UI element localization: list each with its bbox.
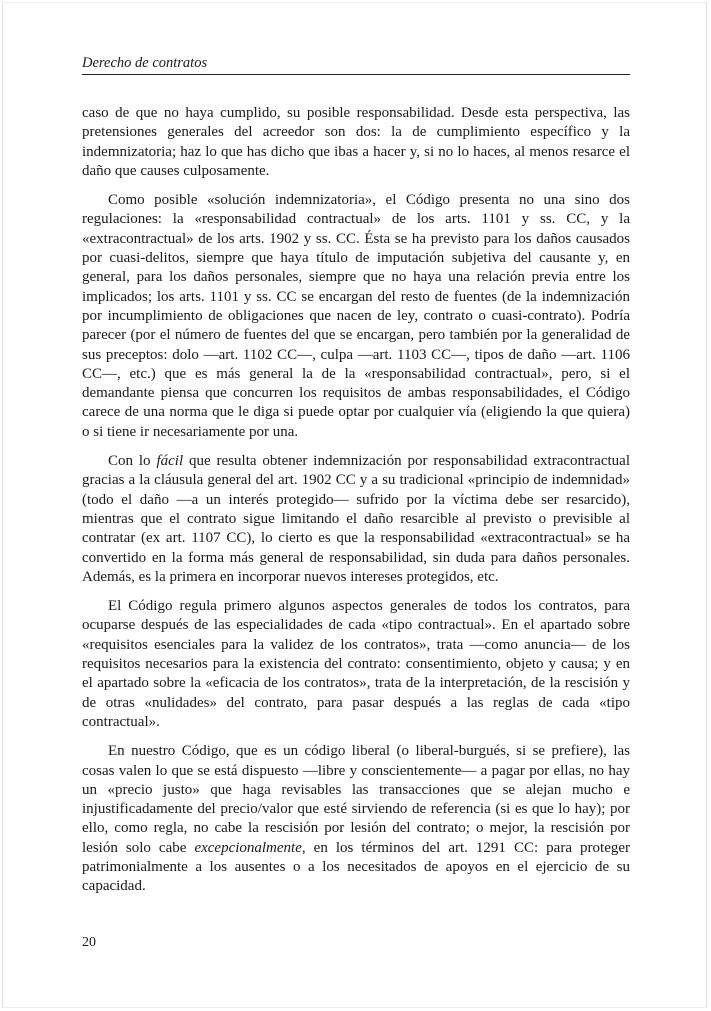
paragraph-3 [82,452,630,587]
running-title: Derecho de contratos [82,55,208,71]
paragraph-text: En nuestro Código, que es un código liberal (o liberal-burgués, si se prefiere), las cosas valen lo que se está dispuesto —libre y conscientemente— a pagar por ellas, no hay un «precio justo» que haga revisables las transacciones que se alejan mucho e injustificadamente del precio/valor que esté sirviendo de referencia (si es que lo hay); por ello, como regla, no cabe la rescisión por lesión del contrato; o mejor, la rescisión por lesión solo cabe [82,743,630,856]
paragraph-1 [82,104,630,181]
page-number: 20 [82,935,96,950]
paragraph-text: caso de que no haya cumplido, su posible responsabilidad. Desde esta perspectiva, las pretensiones generales del acreedor son dos: la de cumplimiento específico y la indemnizatoria; haz lo que has dicho que ibas a hacer y, si no lo haces, al menos resarce el daño que causes culposamente. [82,105,630,179]
paragraph-text: Como posible «solución indemnizatoria», el Código presenta no una sino dos regulaciones: la «responsabilidad contractual» de los arts. 1101 y ss. CC, y la «extracontractual» de los arts. 1902 y ss. CC. Ésta se ha previsto para los daños causados por cuasi-delitos, siempre que haya título de imputación subjetiva del causante y, en general, para los daños personales, siempre que no haya una relación previa entre los implicados; los arts. 1101 y ss. CC se encargan del resto de fuentes (de la indemnización por incumplimiento de obligaciones que nacen de ley, contrato o cuasi-contrato). Podría parecer (por el número de fuentes del que se encargan, pero también por la generalidad de sus preceptos: dolo —art. 1102 CC—, culpa —art. 1103 CC—, tipos de daño —art. 1106 CC—, etc.) que es más general la de la «responsabilidad contractual», pero, si el demandante piensa que concurren los requisitos de ambas responsabilidades, el Código carece de una norma que le diga si puede optar por cualquier vía (eligiendo la que quiera) o si tiene ir necesariamente por una. [82,192,630,440]
paragraph-2 [82,191,630,442]
paragraph-4 [82,597,630,732]
emphasis-text: fácil [156,453,184,470]
paragraph-5 [82,742,630,896]
paragraph-text: , en los términos del art. 1291 CC: para proteger patrimonialmente a los ausentes o a los necesitados de apoyos en el ejercicio de su capacidad. [82,839,631,895]
body-text [82,104,630,907]
paragraph-text: Con lo [108,453,157,470]
paragraph-text: que resulta obtener indemnización por responsabilidad extracontractual gracias a la cláusula general del art. 1902 CC y a su tradicional «principio de indemnidad» (todo el daño —a un interés protegido— sufrido por la víctima debe ser resarcido), mientras que el contrato sigue limitando el daño resarcible al previsto o previsible al contratar (ex art. 1107 CC), lo cierto es que la responsabilidad «extracontractual» se ha convertido en la forma más general de responsabilidad, sin duda para daños personales. Además, es la primera en incorporar nuevos intereses protegidos, etc. [82,453,630,585]
emphasis-text: excepcionalmente [194,839,302,856]
running-header [82,54,630,75]
paragraph-text: El Código regula primero algunos aspectos generales de todos los contratos, para ocuparse después de las especialidades de cada «tipo contractual». En el apartado sobre «requisitos esenciales para la validez de los contratos», trata —como anuncia— de los requisitos necesarios para la existencia del contrato: consentimiento, objeto y causa; y en el apartado sobre la «eficacia de los contratos», trata de la interpretación, de la rescisión y de otras «nulidades» del contrato, para pasar después a las reglas de cada «tipo contractual». [82,598,630,730]
